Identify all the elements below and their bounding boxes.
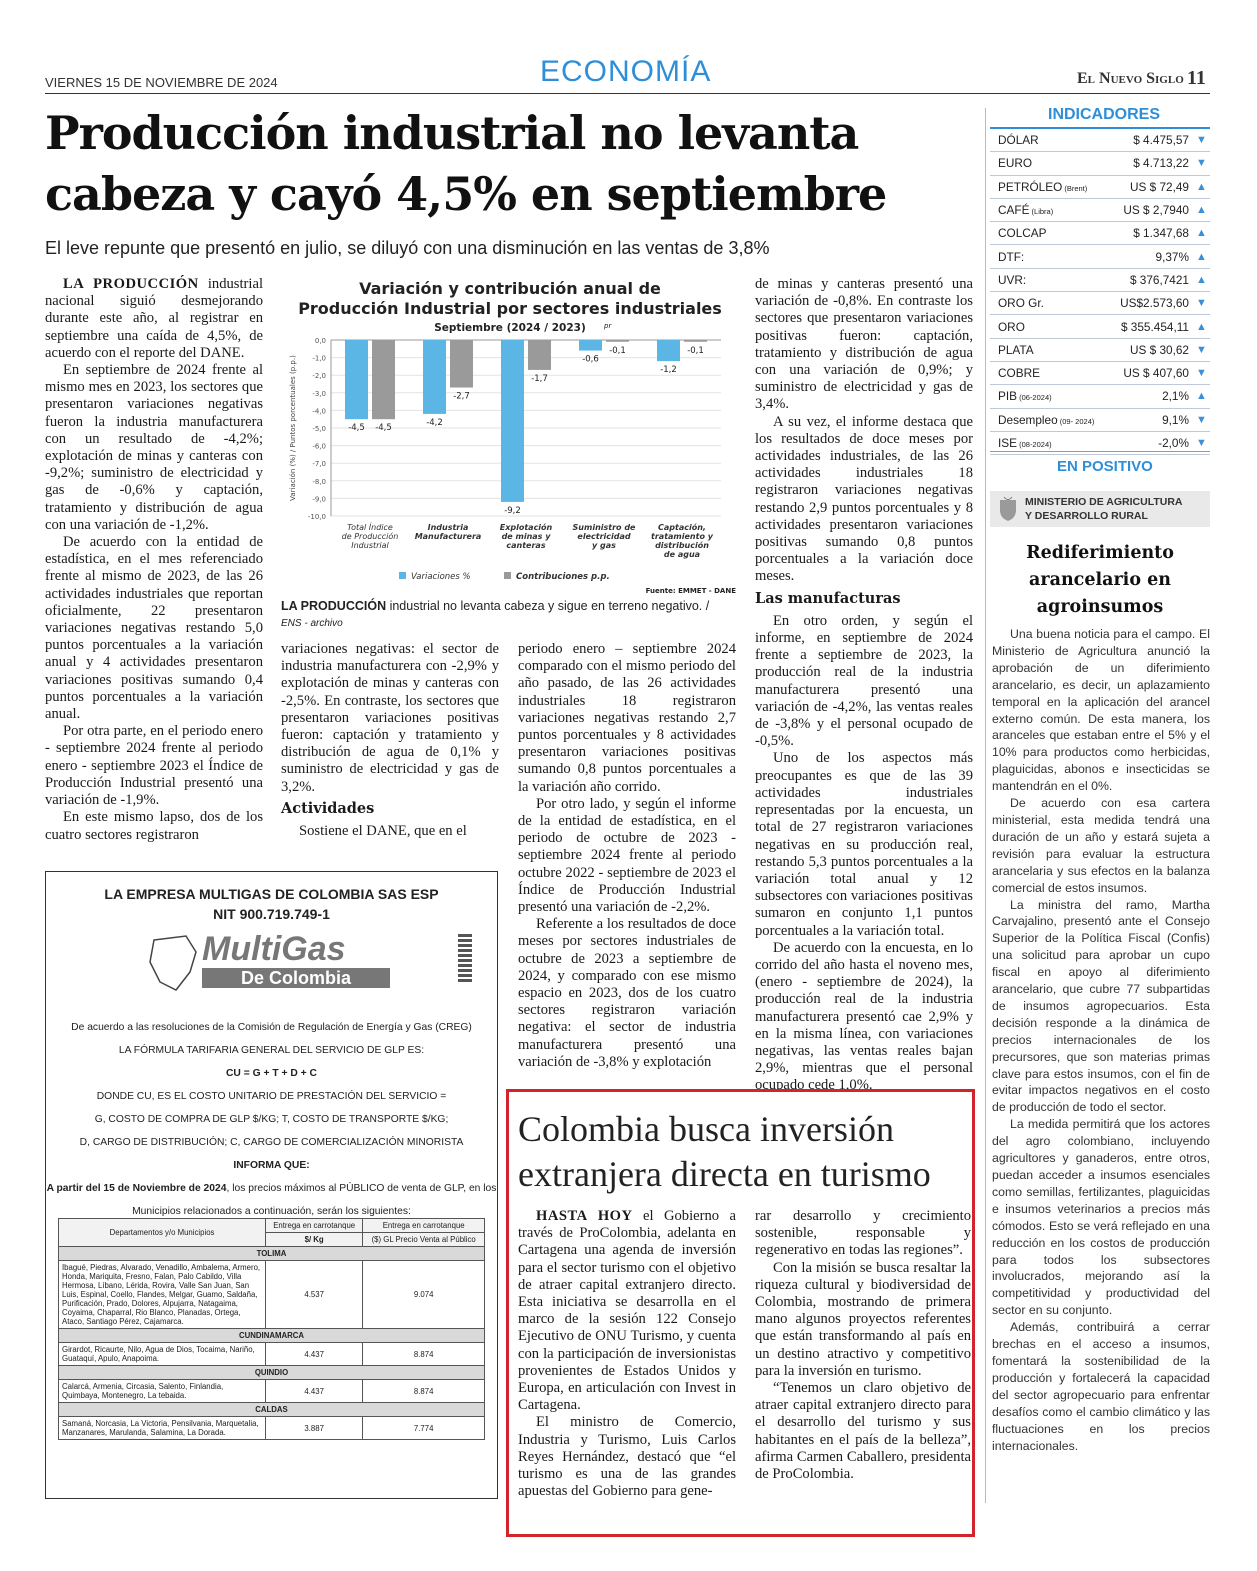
header-rule bbox=[45, 93, 1210, 94]
ad-company: LA EMPRESA MULTIGAS DE COLOMBIA SAS ESP bbox=[104, 886, 439, 902]
paragraph: En septiembre de 2024 frente al mismo mes en 2023, los sectores que presentaron variaciones negativas fueron la industria manufacturera con un resultado de -4,2%; explotación de minas y canteras con -9,2%; suministro de electricidad y gas de -0,6% y captación, tratamiento y distribución de agua con una variación de -1,2%. bbox=[45, 362, 263, 533]
y-tick-label: -1,0 bbox=[312, 354, 326, 363]
logo-word: MultiGas bbox=[202, 930, 346, 968]
x-category-label: de agua bbox=[663, 550, 701, 559]
indicator-row bbox=[990, 245, 1210, 268]
y-tick-label: -8,0 bbox=[312, 477, 326, 486]
bar-variacion bbox=[501, 340, 524, 502]
paragraph: industrial nacional siguió desmejorando durante este año, al registrar en septiembre una caída de 4,5%, de acuerdo con el reporte del DANE. bbox=[45, 276, 263, 361]
ad-line: D, CARGO DE DISTRIBUCIÓN; C, CARGO DE COMERCIALIZACIÓN MINORISTA bbox=[79, 1137, 464, 1148]
data-label: -0,1 bbox=[687, 345, 704, 356]
logo-subword: De Colombia bbox=[202, 968, 390, 988]
arrow-down-icon: ▼ bbox=[1196, 367, 1207, 380]
indicator-name: ISE (08-2024) bbox=[998, 436, 1052, 450]
indicator-name: ORO Gr. bbox=[998, 296, 1044, 311]
price-gl-cell: 8.874 bbox=[363, 1343, 485, 1366]
towns-cell: Samaná, Norcasia, La Victoria, Pensilvania, Marquetalia, Manzanares, Marulanda, Salamina, La Dorada. bbox=[59, 1417, 266, 1440]
paragraph: Uno de los aspectos más preocupantes es que de las 39 actividades industriales representadas por la encuesta, un total de 27 registraron variaciones negativas en su producción real, restando 5,3 puntos porcentuales a la variación total anual y 12 subsectores con variaciones positivas sumaron en conjunto 1,1 puntos porcentuales a la variación total. bbox=[755, 750, 973, 939]
positivo-body bbox=[992, 626, 1210, 1454]
data-label: -4,2 bbox=[426, 417, 443, 428]
indicator-period: (06-2024) bbox=[1017, 393, 1052, 403]
paragraph: variaciones negativas: el sector de industria manufacturera con -2,9% y explotación de minas y canteras con -2,5%. En contraste, los sectores que presentaron variaciones positivas fueron: captación y tratamiento y distribución de agua de 0,1% y suministro de electricidad y gas de 3,2%. bbox=[281, 641, 499, 795]
table-row bbox=[59, 1261, 485, 1329]
qr-icon bbox=[458, 932, 472, 982]
y-tick-label: 0,0 bbox=[314, 337, 326, 345]
indicator-name: UVR: bbox=[998, 272, 1027, 287]
y-tick-label: -3,0 bbox=[312, 389, 326, 398]
legend-swatch bbox=[399, 572, 406, 579]
price-kg-cell: 4.437 bbox=[266, 1343, 363, 1366]
indicator-value: -2,0% bbox=[1158, 436, 1189, 450]
ad-line: De acuerdo a las resoluciones de la Comisión de Regulación de Energía y Gas (CREG) bbox=[71, 1022, 472, 1033]
subheading: Las manufacturas bbox=[755, 589, 901, 607]
bar-variacion bbox=[345, 340, 368, 419]
subheading: Actividades bbox=[281, 799, 375, 817]
paragraph: La ministra del ramo, Martha Carvajalino, presentó ante el Consejo Superior de la Política Fiscal (Confis) una solicitud para aprobar un cupo fiscal en apoyo al diferimiento arancelario, que cubre 77 subpartidas de insumos agropecuarios. Esta decisión responde a la dinámica de precios internacionales de los precursores, que son materias primas clave para estos insumos, con el fin de evitar impactos negativos en el costo de producción de todo el sector. bbox=[992, 897, 1210, 1115]
tourism-headline bbox=[518, 1107, 973, 1197]
paragraph: periodo enero – septiembre 2024 comparado con el mismo periodo del año pasado, de las 26 actividades industriales 18 registraron variaciones negativas restando 2,7 puntos porcentuales y 8 actividades presentaron variaciones positivas sumando 0,8 puntos porcentuales a la variación año corrido. bbox=[518, 641, 736, 795]
y-tick-label: -9,0 bbox=[312, 495, 326, 504]
th-departments: Departamentos y/o Municipios bbox=[59, 1219, 266, 1247]
tourism-headline-line-1: Colombia busca inversión bbox=[518, 1109, 894, 1149]
chart-source: Fuente: EMMET - DANE bbox=[645, 587, 736, 595]
indicator-value: $ 1.347,68 bbox=[1133, 226, 1189, 241]
bar-variacion bbox=[579, 340, 602, 351]
indicator-name: COLCAP bbox=[998, 226, 1047, 241]
x-category-label: tratamiento y bbox=[651, 532, 713, 541]
positivo-rule bbox=[990, 451, 1210, 452]
y-tick-label: -4,0 bbox=[312, 407, 326, 416]
paragraph: “Tenemos un claro objetivo de atraer capital extranjero directo para el desarrollo del turismo y sus habitantes en el país de la belleza”, afirma Carmen Caballero, presidenta de ProColombia. bbox=[755, 1380, 971, 1483]
ministry-line-2: Y DESARROLLO RURAL bbox=[1025, 510, 1148, 522]
price-kg-cell: 4.437 bbox=[266, 1380, 363, 1403]
indicator-name: DTF: bbox=[998, 249, 1025, 264]
lead-in: LA PRODUCCIÓN bbox=[63, 276, 199, 292]
chart-title-line-1: Variación y contribución anual de bbox=[359, 279, 661, 298]
table-row bbox=[59, 1343, 485, 1366]
data-label: -2,7 bbox=[453, 391, 470, 402]
arrow-down-icon: ▼ bbox=[1196, 413, 1207, 426]
x-category-label: Total Índice bbox=[347, 523, 393, 532]
ad-formula: CU = G + T + D + C bbox=[226, 1068, 317, 1079]
ad-line-rest: , los precios máximos al PÚBLICO de venta de GLP, en los bbox=[226, 1183, 497, 1194]
headline-line-2: cabeza y cayó 4,5% en septiembre bbox=[45, 167, 887, 221]
th-gl-top: Entrega en carrotanque bbox=[363, 1219, 485, 1233]
caption-lead: LA PRODUCCIÓN bbox=[281, 599, 387, 613]
indicator-row bbox=[990, 269, 1210, 292]
indicator-row bbox=[990, 292, 1210, 315]
table-row bbox=[59, 1417, 485, 1440]
paragraph: Con la misión se busca resaltar la riqueza cultural y biodiversidad de Colombia, mostrando de primera mano algunos proyectos referentes que están transformando al país en un destino atractivo y competitivo para la inversión en turismo. bbox=[755, 1259, 971, 1379]
th-gl: ($) GL Precio Venta al Público bbox=[363, 1233, 485, 1247]
x-category-label: Manufacturera bbox=[414, 532, 482, 541]
indicator-name: EURO bbox=[998, 156, 1033, 171]
arrow-up-icon: ▲ bbox=[1196, 180, 1207, 193]
indicator-row bbox=[990, 199, 1210, 222]
legend-label: Contribuciones p.p. bbox=[516, 572, 610, 582]
paragraph: Por otro lado, y según el informe de la entidad de estadística, en el periodo de octubre de 2023 - septiembre 2024 frente al periodo octubre 2022 - septiembre de 2023 el Índice de Producción Industrial presentó una variación de -2,2%. bbox=[518, 795, 736, 916]
price-kg-cell: 3.887 bbox=[266, 1417, 363, 1440]
ad-line: DONDE CU, ES EL COSTO UNITARIO DE PRESTACIÓN DEL SERVICIO = bbox=[96, 1091, 447, 1102]
arrow-up-icon: ▲ bbox=[1196, 390, 1207, 403]
indicator-value: US $ 407,60 bbox=[1123, 366, 1189, 381]
page-number: 11 bbox=[1187, 67, 1206, 89]
data-label: -9,2 bbox=[504, 505, 521, 516]
y-tick-label: -6,0 bbox=[312, 442, 326, 451]
legend-swatch bbox=[504, 572, 511, 579]
x-category-label: distribución bbox=[655, 541, 709, 550]
multigas-logo bbox=[146, 932, 401, 996]
bar-contribucion bbox=[450, 340, 473, 388]
paragraph: rar desarrollo y crecimiento sostenible, responsable y regenerativo en todas las regiones”. bbox=[755, 1208, 971, 1259]
paragraph: Por otra parte, en el periodo enero - septiembre 2024 frente al periodo enero - septiembre 2023 el Índice de Producción Industrial presentó una variación de -1,9%. bbox=[45, 723, 263, 809]
ad-nit: NIT 900.719.749-1 bbox=[213, 906, 330, 922]
indicator-name: PIB (06-2024) bbox=[998, 389, 1052, 404]
paragraph: Referente a los resultados de doce meses por sectores industriales de octubre de 2023 a septiembre de 2024, y comparado con ese mismo espacio en 2023, dos de los cuatro sectores registraron variación negativa: el sector de industria manufacturera presentó una variación de -3,8% y explotación bbox=[518, 916, 736, 1070]
x-category-label: canteras bbox=[506, 541, 546, 550]
indicator-value: 2,1% bbox=[1162, 389, 1189, 404]
indicator-row bbox=[990, 152, 1210, 175]
ad-line bbox=[46, 1177, 497, 1200]
paragraph: de minas y canteras presentó una variación de -0,8%. En contraste los sectores que presentaron variaciones positivas fueron: captación, tratamiento y distribución de agua con una variación de 0,9%; y suministro de electricidad y gas de 3,4%. bbox=[755, 276, 973, 413]
data-label: -0,1 bbox=[609, 345, 626, 356]
arrow-up-icon: ▲ bbox=[1196, 250, 1207, 263]
paragraph: De acuerdo con esa cartera ministerial, esta medida tendrá una duración de un año y estará sujeta a revisión para evaluar la estructura arancelaria y sus efectos en la balanza comercial de estos insumos. bbox=[992, 796, 1210, 895]
chart-figure bbox=[281, 276, 739, 596]
arrow-down-icon: ▼ bbox=[1196, 134, 1207, 147]
main-headline bbox=[45, 103, 975, 225]
x-category-label: de Producción bbox=[341, 532, 399, 541]
price-gl-cell: 8.874 bbox=[363, 1380, 485, 1403]
arrow-up-icon: ▲ bbox=[1196, 204, 1207, 217]
ad-line: INFORMA QUE: bbox=[233, 1160, 310, 1171]
region-header: CUNDINAMARCA bbox=[59, 1329, 485, 1343]
paragraph: La medida permitirá que los actores del agro colombiano, incluyendo agricultores y ganaderos, entre otros, puedan acceder a insumos esenciales como semillas, fertilizantes, plaguicidas e insumos veterinarios a precios más cómodos. Esto se verá reflejado en una reducción en los costos de producción para todos los subsectores involucrados, mejorando así la competitividad y productividad del sector en su conjunto. bbox=[992, 1117, 1210, 1318]
headline-line-1: Producción industrial no levanta bbox=[45, 106, 859, 160]
positivo-headline: Rediferimiento arancelario en agroinsumos bbox=[1026, 543, 1174, 617]
y-tick-label: -10,0 bbox=[307, 513, 326, 521]
indicator-value: US $ 72,49 bbox=[1129, 179, 1189, 194]
indicator-name: PLATA bbox=[998, 342, 1034, 357]
chart-title-line-2: Producción Industrial por sectores industriales bbox=[298, 299, 722, 318]
page-date: VIERNES 15 DE NOVIEMBRE DE 2024 bbox=[45, 75, 278, 90]
subheadline: El leve repunte que presentó en julio, se diluyó con una disminución en las ventas de 3,8% bbox=[45, 238, 770, 258]
paragraph: Una buena noticia para el campo. El Ministerio de Agricultura anunció la aprobación de un diferimiento arancelario, es decir, un aplazamiento temporal en la aplicación del arancel externo común. De esta manera, los aranceles que estaban entre el 5% y el 10% para productos como herbicidas, plaguicidas, abonos e insecticidas se mantendrán en el 0%. bbox=[992, 627, 1210, 794]
section-title: ECONOMÍA bbox=[540, 55, 712, 88]
indicator-value: US $ 2,7940 bbox=[1123, 203, 1189, 218]
indicator-period: (09- 2024) bbox=[1057, 416, 1095, 426]
price-gl-cell: 7.774 bbox=[363, 1417, 485, 1440]
ad-line: LA FÓRMULA TARIFARIA GENERAL DEL SERVICIO DE GLP ES: bbox=[118, 1045, 425, 1056]
x-category-label: y gas bbox=[592, 541, 616, 550]
x-category-label: Suministro de bbox=[572, 523, 636, 532]
tourism-column-1 bbox=[518, 1208, 736, 1500]
data-label: -4,5 bbox=[348, 423, 365, 434]
article-column-2 bbox=[281, 641, 499, 840]
paragraph: Además, contribuirá a cerrar brechas en el acceso a insumos, fomentará la sostenibilidad de la producción y fortalecerá la capacidad del sector agropecuario para enfrentar desafíos como el cambio climático y las fluctuaciones en los precios internacionales. bbox=[992, 1320, 1210, 1453]
multigas-ad bbox=[45, 871, 498, 1499]
lead-in: HASTA HOY bbox=[536, 1208, 633, 1224]
paragraph: Sostiene el DANE, que en el bbox=[299, 823, 467, 840]
y-tick-label: -2,0 bbox=[312, 372, 326, 381]
towns-cell: Calarcá, Armenia, Circasia, Salento, Finlandia, Quimbaya, Montenegro, La tebaida. bbox=[59, 1380, 266, 1403]
indicator-row bbox=[990, 176, 1210, 199]
indicator-value: $ 376,7421 bbox=[1129, 272, 1189, 287]
tourism-headline-line-2: extranjera directa en turismo bbox=[518, 1154, 931, 1194]
region-header: TOLIMA bbox=[59, 1247, 485, 1261]
arrow-up-icon: ▲ bbox=[1196, 273, 1207, 286]
indicator-name: CAFÉ (Libra) bbox=[998, 203, 1054, 218]
data-label: -4,5 bbox=[375, 423, 392, 434]
paragraph: El ministro de Comercio, Industria y Turismo, Luis Carlos Reyes Hernández, destacó que “el turismo es una de las grandes apuestas del Gobierno para gene- bbox=[518, 1414, 736, 1500]
indicator-value: $ 4.713,22 bbox=[1133, 156, 1189, 171]
x-category-label: Captación, bbox=[658, 523, 706, 532]
ad-line: Municipios relacionados a continuación, serán los siguientes: bbox=[132, 1206, 411, 1217]
indicator-name: COBRE bbox=[998, 366, 1040, 381]
indicator-row bbox=[990, 409, 1210, 432]
y-tick-label: -7,0 bbox=[312, 460, 326, 469]
data-label: -1,7 bbox=[531, 373, 548, 384]
paragraph: A su vez, el informe destaca que los resultados de doce meses por actividades industriales, de las 26 actividades industriales 18 registraron variaciones negativas restando 2,9 puntos porcentuales y 8 actividades presentaron variaciones positivas sumando 0,8 puntos porcentuales a la variación doce meses. bbox=[755, 413, 973, 585]
price-gl-cell: 9.074 bbox=[363, 1261, 485, 1329]
indicator-name: DÓLAR bbox=[998, 133, 1039, 148]
indicator-row bbox=[990, 315, 1210, 338]
arrow-up-icon: ▲ bbox=[1196, 320, 1207, 333]
bar-variacion bbox=[423, 340, 446, 414]
x-category-label: Explotación bbox=[499, 523, 553, 532]
bar-contribucion bbox=[684, 340, 707, 342]
indicator-value: 9,37% bbox=[1155, 249, 1189, 264]
x-category-label: de minas y bbox=[501, 532, 551, 541]
indicator-value: US$2.573,60 bbox=[1120, 296, 1189, 311]
ad-line: G, COSTO DE COMPRA DE GLP $/KG; T, COSTO DE TRANSPORTE $/KG; bbox=[94, 1114, 449, 1125]
arrow-down-icon: ▼ bbox=[1196, 343, 1207, 356]
ad-date: A partir del 15 de Noviembre de 2024 bbox=[46, 1183, 227, 1194]
indicator-name: PETRÓLEO (Brent) bbox=[998, 179, 1088, 194]
indicators-title: INDICADORES bbox=[1048, 106, 1161, 123]
x-category-label: Industria bbox=[427, 523, 469, 532]
indicator-value: 9,1% bbox=[1162, 412, 1189, 427]
caption-text: industrial no levanta cabeza y sigue en terreno negativo. / bbox=[386, 599, 710, 613]
table-row bbox=[59, 1380, 485, 1403]
x-category-label: electricidad bbox=[577, 532, 631, 541]
paragraph: De acuerdo con la entidad de estadística, en el mes referenciado frente al mismo de 2023, de las 26 actividades industriales que reportan oficialmente, 22 presentaron variaciones negativas restando 5,0 puntos porcentuales a la variación anual y 4 actividades presentaron variaciones positivas sumando 0,4 puntos porcentuales a la variación anual. bbox=[45, 534, 263, 723]
y-axis-label: Variación (%) / Puntos porcentuales (p.p.) bbox=[289, 355, 297, 501]
indicator-row bbox=[990, 339, 1210, 362]
indicator-name: ORO bbox=[998, 319, 1025, 334]
paragraph: De acuerdo con la encuesta, en lo corrido del año hasta el noveno mes, (enero - septiembre de 2024), la producción real de la industria manufacturera presentó cae 2,9% y en la misma línea, con variaciones negativas, las ventas reales bajan 2,9%, mientras que el personal ocupado cede 1,0%. bbox=[755, 939, 973, 1094]
paragraph: el Gobierno a través de ProColombia, adelanta en Cartagena una agenda de inversión para el sector turismo con el objetivo de atraer capital extranjero directo. Esta iniciativa se desarrolla en el marco de la sesión 122 Consejo Ejecutivo de ONU Turismo, y cuenta con la participación de inversionistas provenientes de Estados Unidos y Europa, en articulación con Invest in Cartagena. bbox=[518, 1208, 736, 1414]
th-kg-top: Entrega en carrotanque bbox=[266, 1219, 363, 1233]
tariff-table bbox=[58, 1218, 485, 1440]
bar-variacion bbox=[657, 340, 680, 361]
indicator-value: $ 4.475,57 bbox=[1133, 133, 1189, 148]
indicator-row bbox=[990, 385, 1210, 408]
paragraph: En otro orden, y según el informe, en septiembre de 2024 frente a septiembre de 2023, la producción real de la industria manufacturera presentó una variación de -4,2%, las ventas reales de -3,8% y el personal ocupado de -0,5%. bbox=[755, 612, 973, 750]
indicator-row bbox=[990, 222, 1210, 245]
ministry-line-1: MINISTERIO DE AGRICULTURA bbox=[1025, 496, 1183, 508]
arrow-up-icon: ▲ bbox=[1196, 227, 1207, 240]
coat-of-arms-icon bbox=[998, 496, 1018, 522]
region-header: QUINDIO bbox=[59, 1366, 485, 1380]
indicator-name: Desempleo (09- 2024) bbox=[998, 412, 1095, 427]
ministry-banner bbox=[990, 491, 1210, 527]
paragraph: En este mismo lapso, dos de los cuatro sectores registraron bbox=[45, 809, 263, 843]
price-kg-cell: 4.537 bbox=[266, 1261, 363, 1329]
bar-contribucion bbox=[528, 340, 551, 370]
chart-subtitle: Septiembre (2024 / 2023) bbox=[434, 322, 586, 334]
chart-caption bbox=[281, 598, 739, 632]
arrow-down-icon: ▼ bbox=[1196, 157, 1207, 170]
tourism-column-2 bbox=[755, 1208, 971, 1483]
towns-cell: Ibagué, Piedras, Alvarado, Venadillo, Ambalema, Armero, Honda, Mariquita, Fresno, Falan, Palo Cabildo, Villa Hermosa, Líbano, Lérida, Rovira, Valle San Juan, San Luis, Espinal, Coello, Flandes, Melgar, Guamo, Saldaña, Purificación, Prado, Dolores, Alpujarra, Natagaima, Coyaima, Chaparral, Rio Blanco, Planadas, Ortega, Ataco, Santiago Pérez, Cajamarca. bbox=[59, 1261, 266, 1329]
masthead bbox=[1077, 70, 1184, 88]
bar-contribucion bbox=[606, 340, 629, 342]
chart-subtitle-mark: pr bbox=[604, 322, 612, 330]
data-label: -0,6 bbox=[582, 354, 599, 365]
article-column-4 bbox=[755, 276, 973, 1095]
indicator-period: (Brent) bbox=[1062, 183, 1088, 193]
data-label: -1,2 bbox=[660, 365, 677, 376]
x-category-label: Industrial bbox=[351, 541, 389, 550]
indicator-value: US $ 30,62 bbox=[1129, 342, 1189, 357]
indicator-period: (Libra) bbox=[1029, 207, 1054, 217]
y-tick-label: -5,0 bbox=[312, 425, 326, 433]
towns-cell: Girardot, Ricaurte, Nilo, Agua de Dios, Tocaima, Nariño, Guataquí, Apulo, Anapoima. bbox=[59, 1343, 266, 1366]
indicator-row bbox=[990, 362, 1210, 385]
article-column-3 bbox=[518, 641, 736, 1071]
bar-chart bbox=[281, 276, 739, 596]
indicator-value: $ 355.454,11 bbox=[1120, 319, 1189, 334]
article-column-1 bbox=[45, 276, 263, 844]
legend-label: Variaciones % bbox=[411, 572, 471, 582]
region-header: CALDAS bbox=[59, 1403, 485, 1417]
th-kg: $/ Kg bbox=[266, 1233, 363, 1247]
paper-name: El Nuevo Siglo bbox=[1077, 70, 1184, 87]
sidebar-divider bbox=[985, 108, 986, 1503]
bar-contribucion bbox=[372, 340, 395, 419]
arrow-down-icon: ▼ bbox=[1196, 297, 1207, 310]
caption-credit: ENS - archivo bbox=[281, 618, 343, 629]
arrow-down-icon: ▼ bbox=[1196, 437, 1207, 449]
indicators-table bbox=[990, 127, 1210, 455]
indicator-row bbox=[990, 129, 1210, 152]
positivo-title: EN POSITIVO bbox=[1057, 458, 1153, 475]
indicator-period: (08-2024) bbox=[1017, 440, 1052, 449]
